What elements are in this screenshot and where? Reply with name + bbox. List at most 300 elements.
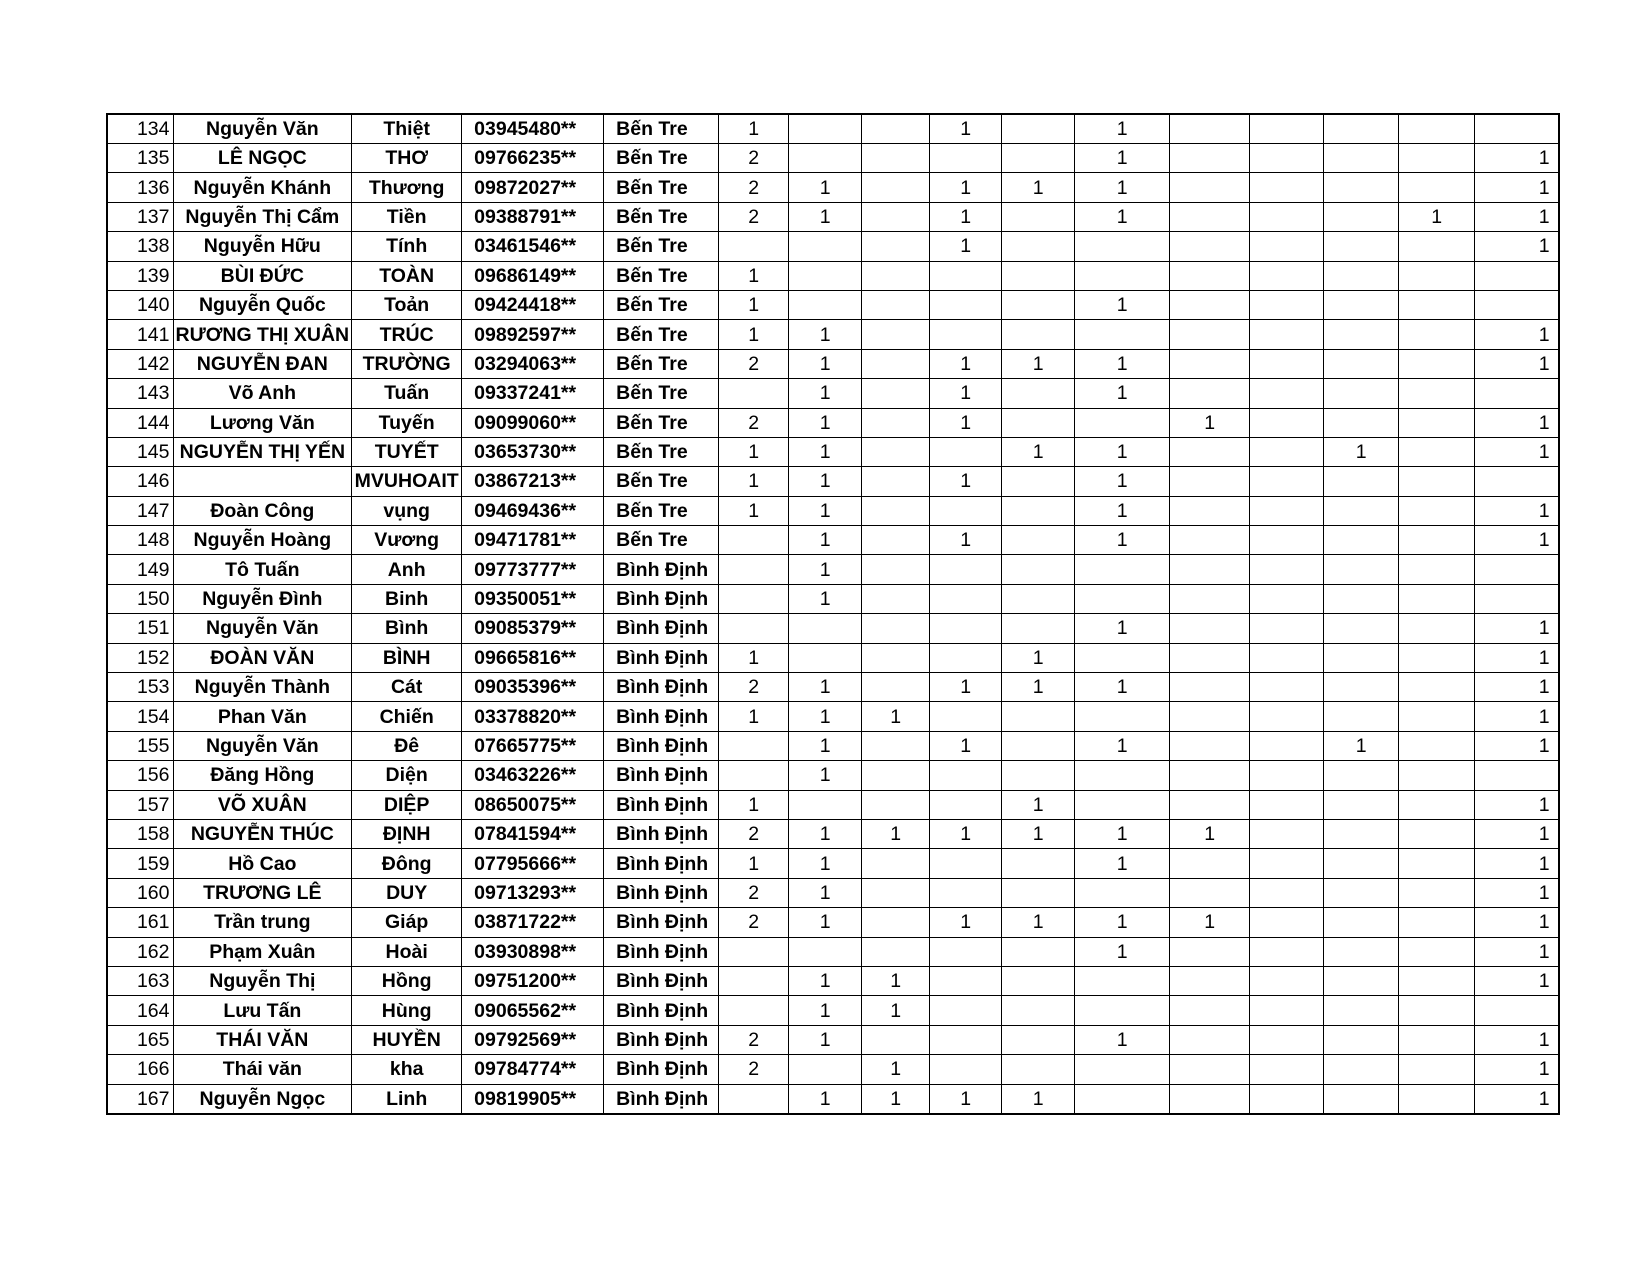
- first-name-cell: TUYẾT: [352, 437, 462, 466]
- value-cell: 1: [1475, 349, 1559, 378]
- province-cell: Bến Tre: [604, 114, 719, 144]
- value-cell: [1250, 173, 1324, 202]
- value-cell: [1002, 379, 1075, 408]
- first-name-cell: Hồng: [352, 966, 462, 995]
- value-cell: 1: [1002, 790, 1075, 819]
- value-cell: 2: [719, 1055, 789, 1084]
- value-cell: 1: [789, 555, 862, 584]
- value-cell: [1324, 1084, 1399, 1114]
- row-number-cell: 140: [107, 290, 173, 319]
- value-cell: 1: [789, 878, 862, 907]
- row-number-cell: 167: [107, 1084, 173, 1114]
- value-cell: 1: [1475, 702, 1559, 731]
- value-cell: [862, 937, 930, 966]
- value-cell: [1002, 966, 1075, 995]
- value-cell: [1170, 643, 1250, 672]
- first-name-cell: Thiệt: [352, 114, 462, 144]
- province-cell: Bến Tre: [604, 496, 719, 525]
- value-cell: 1: [1475, 202, 1559, 231]
- value-cell: [1475, 761, 1559, 790]
- value-cell: [719, 761, 789, 790]
- table-row: [107, 1025, 1559, 1054]
- phone-cell: 09792569**: [462, 1025, 604, 1054]
- phone-cell: 09819905**: [462, 1084, 604, 1114]
- last-name-cell: Lưu Tấn: [173, 996, 352, 1025]
- row-number-cell: 136: [107, 173, 173, 202]
- value-cell: [862, 908, 930, 937]
- value-cell: [1399, 996, 1475, 1025]
- value-cell: [1250, 320, 1324, 349]
- value-cell: [1399, 584, 1475, 613]
- table-row: [107, 437, 1559, 466]
- value-cell: [1324, 908, 1399, 937]
- value-cell: [1075, 643, 1170, 672]
- value-cell: 1: [789, 673, 862, 702]
- last-name-cell: Nguyễn Văn: [173, 731, 352, 760]
- phone-cell: 03945480**: [462, 114, 604, 144]
- phone-cell: 09424418**: [462, 290, 604, 319]
- table-row: [107, 790, 1559, 819]
- value-cell: 1: [1399, 202, 1475, 231]
- province-cell: Bình Định: [604, 761, 719, 790]
- province-cell: Bình Định: [604, 731, 719, 760]
- value-cell: 1: [1002, 349, 1075, 378]
- value-cell: [1170, 878, 1250, 907]
- last-name-cell: [173, 467, 352, 496]
- value-cell: [1475, 261, 1559, 290]
- value-cell: [862, 643, 930, 672]
- value-cell: [862, 526, 930, 555]
- value-cell: [1170, 937, 1250, 966]
- province-cell: Bình Định: [604, 673, 719, 702]
- value-cell: [1002, 526, 1075, 555]
- first-name-cell: vụng: [352, 496, 462, 525]
- value-cell: [1250, 1084, 1324, 1114]
- value-cell: [862, 878, 930, 907]
- table-row: [107, 1084, 1559, 1114]
- value-cell: 1: [1324, 731, 1399, 760]
- value-cell: [1475, 996, 1559, 1025]
- value-cell: [1170, 614, 1250, 643]
- value-cell: [1475, 114, 1559, 144]
- value-cell: [862, 761, 930, 790]
- value-cell: [1250, 290, 1324, 319]
- value-cell: 2: [719, 878, 789, 907]
- phone-cell: 03871722**: [462, 908, 604, 937]
- value-cell: [1075, 1055, 1170, 1084]
- first-name-cell: Linh: [352, 1084, 462, 1114]
- value-cell: [862, 437, 930, 466]
- data-table: [106, 113, 1560, 1115]
- value-cell: [1002, 937, 1075, 966]
- first-name-cell: Cát: [352, 673, 462, 702]
- value-cell: 1: [789, 1025, 862, 1054]
- table-row: [107, 232, 1559, 261]
- value-cell: [1250, 379, 1324, 408]
- province-cell: Bến Tre: [604, 437, 719, 466]
- value-cell: [1170, 1084, 1250, 1114]
- value-cell: [1250, 761, 1324, 790]
- first-name-cell: kha: [352, 1055, 462, 1084]
- value-cell: 1: [789, 731, 862, 760]
- first-name-cell: Hùng: [352, 996, 462, 1025]
- value-cell: 1: [1075, 819, 1170, 848]
- value-cell: [1324, 819, 1399, 848]
- value-cell: [1002, 1055, 1075, 1084]
- province-cell: Bình Định: [604, 878, 719, 907]
- last-name-cell: LÊ NGỌC: [173, 144, 352, 173]
- row-number-cell: 138: [107, 232, 173, 261]
- value-cell: [930, 144, 1002, 173]
- province-cell: Bình Định: [604, 908, 719, 937]
- value-cell: 1: [789, 379, 862, 408]
- value-cell: [1075, 1084, 1170, 1114]
- province-cell: Bình Định: [604, 819, 719, 848]
- province-cell: Bình Định: [604, 937, 719, 966]
- first-name-cell: THƠ: [352, 144, 462, 173]
- table-row: [107, 261, 1559, 290]
- value-cell: 1: [1075, 673, 1170, 702]
- value-cell: 1: [1075, 614, 1170, 643]
- province-cell: Bến Tre: [604, 408, 719, 437]
- phone-cell: 09350051**: [462, 584, 604, 613]
- table-row: [107, 937, 1559, 966]
- value-cell: 1: [719, 114, 789, 144]
- value-cell: [1399, 643, 1475, 672]
- table-row: [107, 114, 1559, 144]
- value-cell: [719, 996, 789, 1025]
- value-cell: [789, 232, 862, 261]
- row-number-cell: 160: [107, 878, 173, 907]
- value-cell: [1075, 966, 1170, 995]
- value-cell: [862, 144, 930, 173]
- value-cell: 1: [1075, 114, 1170, 144]
- value-cell: 1: [719, 790, 789, 819]
- value-cell: [1250, 555, 1324, 584]
- value-cell: [930, 320, 1002, 349]
- value-cell: [862, 202, 930, 231]
- value-cell: [862, 408, 930, 437]
- value-cell: [1002, 1025, 1075, 1054]
- value-cell: 1: [789, 320, 862, 349]
- value-cell: [1170, 349, 1250, 378]
- last-name-cell: Nguyễn Đình: [173, 584, 352, 613]
- first-name-cell: Anh: [352, 555, 462, 584]
- table-row: [107, 819, 1559, 848]
- value-cell: 1: [862, 819, 930, 848]
- province-cell: Bình Định: [604, 702, 719, 731]
- value-cell: 2: [719, 144, 789, 173]
- value-cell: [1475, 379, 1559, 408]
- first-name-cell: Giáp: [352, 908, 462, 937]
- phone-cell: 09766235**: [462, 144, 604, 173]
- first-name-cell: TOÀN: [352, 261, 462, 290]
- value-cell: 1: [789, 467, 862, 496]
- value-cell: [1324, 144, 1399, 173]
- value-cell: [930, 1055, 1002, 1084]
- value-cell: [930, 966, 1002, 995]
- value-cell: [1324, 320, 1399, 349]
- province-cell: Bình Định: [604, 849, 719, 878]
- value-cell: [1002, 614, 1075, 643]
- value-cell: [1324, 643, 1399, 672]
- value-cell: [719, 526, 789, 555]
- province-cell: Bến Tre: [604, 349, 719, 378]
- value-cell: [930, 761, 1002, 790]
- value-cell: [1170, 437, 1250, 466]
- first-name-cell: Thương: [352, 173, 462, 202]
- value-cell: 1: [930, 379, 1002, 408]
- first-name-cell: ĐỊNH: [352, 819, 462, 848]
- value-cell: [1399, 731, 1475, 760]
- value-cell: [930, 555, 1002, 584]
- first-name-cell: Vương: [352, 526, 462, 555]
- value-cell: [719, 937, 789, 966]
- value-cell: 1: [789, 966, 862, 995]
- last-name-cell: NGUYỄN THÚC: [173, 819, 352, 848]
- value-cell: 1: [1002, 1084, 1075, 1114]
- value-cell: [789, 290, 862, 319]
- value-cell: 1: [1075, 349, 1170, 378]
- value-cell: [1399, 966, 1475, 995]
- phone-cell: 08650075**: [462, 790, 604, 819]
- value-cell: 1: [789, 819, 862, 848]
- value-cell: [930, 437, 1002, 466]
- table-row: [107, 643, 1559, 672]
- value-cell: [1250, 673, 1324, 702]
- value-cell: [1399, 555, 1475, 584]
- province-cell: Bình Định: [604, 1025, 719, 1054]
- phone-cell: 03463226**: [462, 761, 604, 790]
- value-cell: 1: [930, 526, 1002, 555]
- phone-cell: 07841594**: [462, 819, 604, 848]
- province-cell: Bình Định: [604, 1055, 719, 1084]
- province-cell: Bình Định: [604, 614, 719, 643]
- value-cell: [930, 290, 1002, 319]
- value-cell: [1399, 320, 1475, 349]
- value-cell: [930, 996, 1002, 1025]
- value-cell: [1250, 202, 1324, 231]
- value-cell: [1002, 731, 1075, 760]
- province-cell: Bến Tre: [604, 379, 719, 408]
- table-row: [107, 379, 1559, 408]
- value-cell: [1324, 937, 1399, 966]
- province-cell: Bình Định: [604, 996, 719, 1025]
- row-number-cell: 149: [107, 555, 173, 584]
- value-cell: 1: [1002, 908, 1075, 937]
- value-cell: [1075, 790, 1170, 819]
- row-number-cell: 155: [107, 731, 173, 760]
- value-cell: [789, 790, 862, 819]
- value-cell: [1075, 261, 1170, 290]
- value-cell: 1: [1075, 1025, 1170, 1054]
- province-cell: Bến Tre: [604, 290, 719, 319]
- value-cell: 1: [1475, 496, 1559, 525]
- value-cell: 1: [1475, 144, 1559, 173]
- first-name-cell: Binh: [352, 584, 462, 613]
- value-cell: [1250, 467, 1324, 496]
- first-name-cell: Bình: [352, 614, 462, 643]
- value-cell: [1250, 643, 1324, 672]
- value-cell: [1170, 379, 1250, 408]
- value-cell: [1002, 290, 1075, 319]
- value-cell: [1170, 467, 1250, 496]
- value-cell: [1250, 232, 1324, 261]
- value-cell: 1: [1075, 731, 1170, 760]
- value-cell: 1: [719, 320, 789, 349]
- row-number-cell: 134: [107, 114, 173, 144]
- row-number-cell: 156: [107, 761, 173, 790]
- value-cell: [862, 614, 930, 643]
- value-cell: [1002, 702, 1075, 731]
- value-cell: 1: [789, 1084, 862, 1114]
- value-cell: 1: [1475, 320, 1559, 349]
- table-body: [107, 114, 1559, 1114]
- value-cell: 1: [1475, 1025, 1559, 1054]
- last-name-cell: Trần trung: [173, 908, 352, 937]
- value-cell: [1399, 937, 1475, 966]
- value-cell: [1324, 232, 1399, 261]
- value-cell: [1399, 819, 1475, 848]
- value-cell: [719, 966, 789, 995]
- value-cell: [1399, 232, 1475, 261]
- value-cell: 1: [1002, 437, 1075, 466]
- last-name-cell: Phan Văn: [173, 702, 352, 731]
- value-cell: [1002, 261, 1075, 290]
- value-cell: [1170, 496, 1250, 525]
- value-cell: [862, 849, 930, 878]
- value-cell: [1170, 526, 1250, 555]
- row-number-cell: 161: [107, 908, 173, 937]
- value-cell: 1: [1075, 467, 1170, 496]
- value-cell: 1: [789, 761, 862, 790]
- value-cell: [789, 614, 862, 643]
- value-cell: [1399, 1084, 1475, 1114]
- table-row: [107, 996, 1559, 1025]
- value-cell: [1399, 261, 1475, 290]
- value-cell: 1: [1002, 819, 1075, 848]
- value-cell: 1: [1475, 1084, 1559, 1114]
- value-cell: [1170, 966, 1250, 995]
- value-cell: [1002, 408, 1075, 437]
- phone-cell: 03867213**: [462, 467, 604, 496]
- value-cell: [930, 790, 1002, 819]
- table-row: [107, 1055, 1559, 1084]
- first-name-cell: Tiền: [352, 202, 462, 231]
- last-name-cell: Đoàn Công: [173, 496, 352, 525]
- table-row: [107, 673, 1559, 702]
- value-cell: [1324, 526, 1399, 555]
- table-row: [107, 526, 1559, 555]
- value-cell: 1: [1475, 643, 1559, 672]
- last-name-cell: Nguyễn Thị Cẩm: [173, 202, 352, 231]
- value-cell: [1399, 467, 1475, 496]
- province-cell: Bình Định: [604, 1084, 719, 1114]
- phone-cell: 09469436**: [462, 496, 604, 525]
- value-cell: 1: [719, 467, 789, 496]
- value-cell: [930, 702, 1002, 731]
- value-cell: 1: [789, 584, 862, 613]
- value-cell: 1: [930, 467, 1002, 496]
- phone-cell: 03653730**: [462, 437, 604, 466]
- value-cell: 1: [930, 173, 1002, 202]
- value-cell: [1250, 878, 1324, 907]
- value-cell: [719, 232, 789, 261]
- first-name-cell: Toản: [352, 290, 462, 319]
- last-name-cell: Nguyễn Văn: [173, 114, 352, 144]
- province-cell: Bến Tre: [604, 202, 719, 231]
- phone-cell: 09784774**: [462, 1055, 604, 1084]
- value-cell: 1: [930, 232, 1002, 261]
- last-name-cell: Nguyễn Khánh: [173, 173, 352, 202]
- value-cell: 1: [1475, 937, 1559, 966]
- value-cell: 1: [789, 437, 862, 466]
- table-row: [107, 349, 1559, 378]
- value-cell: [1475, 555, 1559, 584]
- first-name-cell: MVUHOAIT: [352, 467, 462, 496]
- value-cell: 1: [1075, 290, 1170, 319]
- value-cell: 1: [862, 1055, 930, 1084]
- value-cell: 1: [789, 408, 862, 437]
- phone-cell: 03378820**: [462, 702, 604, 731]
- phone-cell: 07665775**: [462, 731, 604, 760]
- last-name-cell: NGUYỄN THỊ YẾN: [173, 437, 352, 466]
- phone-cell: 09388791**: [462, 202, 604, 231]
- table-row: [107, 202, 1559, 231]
- first-name-cell: HUYỀN: [352, 1025, 462, 1054]
- value-cell: 1: [719, 702, 789, 731]
- value-cell: 1: [789, 908, 862, 937]
- value-cell: [862, 349, 930, 378]
- last-name-cell: Phạm Xuân: [173, 937, 352, 966]
- last-name-cell: Nguyễn Hoàng: [173, 526, 352, 555]
- value-cell: [1324, 614, 1399, 643]
- value-cell: [1324, 761, 1399, 790]
- phone-cell: 09099060**: [462, 408, 604, 437]
- value-cell: 1: [789, 702, 862, 731]
- phone-cell: 03930898**: [462, 937, 604, 966]
- value-cell: 2: [719, 1025, 789, 1054]
- province-cell: Bến Tre: [604, 320, 719, 349]
- value-cell: 1: [1324, 437, 1399, 466]
- row-number-cell: 148: [107, 526, 173, 555]
- value-cell: [1399, 526, 1475, 555]
- value-cell: [1324, 1025, 1399, 1054]
- value-cell: 1: [719, 496, 789, 525]
- value-cell: [1170, 790, 1250, 819]
- value-cell: [1002, 584, 1075, 613]
- value-cell: [1324, 996, 1399, 1025]
- value-cell: [1399, 761, 1475, 790]
- value-cell: 1: [1475, 819, 1559, 848]
- last-name-cell: Hồ Cao: [173, 849, 352, 878]
- value-cell: 1: [1002, 173, 1075, 202]
- first-name-cell: Đê: [352, 731, 462, 760]
- row-number-cell: 147: [107, 496, 173, 525]
- row-number-cell: 145: [107, 437, 173, 466]
- value-cell: [719, 555, 789, 584]
- value-cell: [1399, 173, 1475, 202]
- value-cell: [1399, 702, 1475, 731]
- phone-cell: 09035396**: [462, 673, 604, 702]
- province-cell: Bình Định: [604, 584, 719, 613]
- row-number-cell: 143: [107, 379, 173, 408]
- value-cell: 1: [1075, 849, 1170, 878]
- first-name-cell: Diện: [352, 761, 462, 790]
- value-cell: 1: [930, 349, 1002, 378]
- table-row: [107, 702, 1559, 731]
- value-cell: [1250, 584, 1324, 613]
